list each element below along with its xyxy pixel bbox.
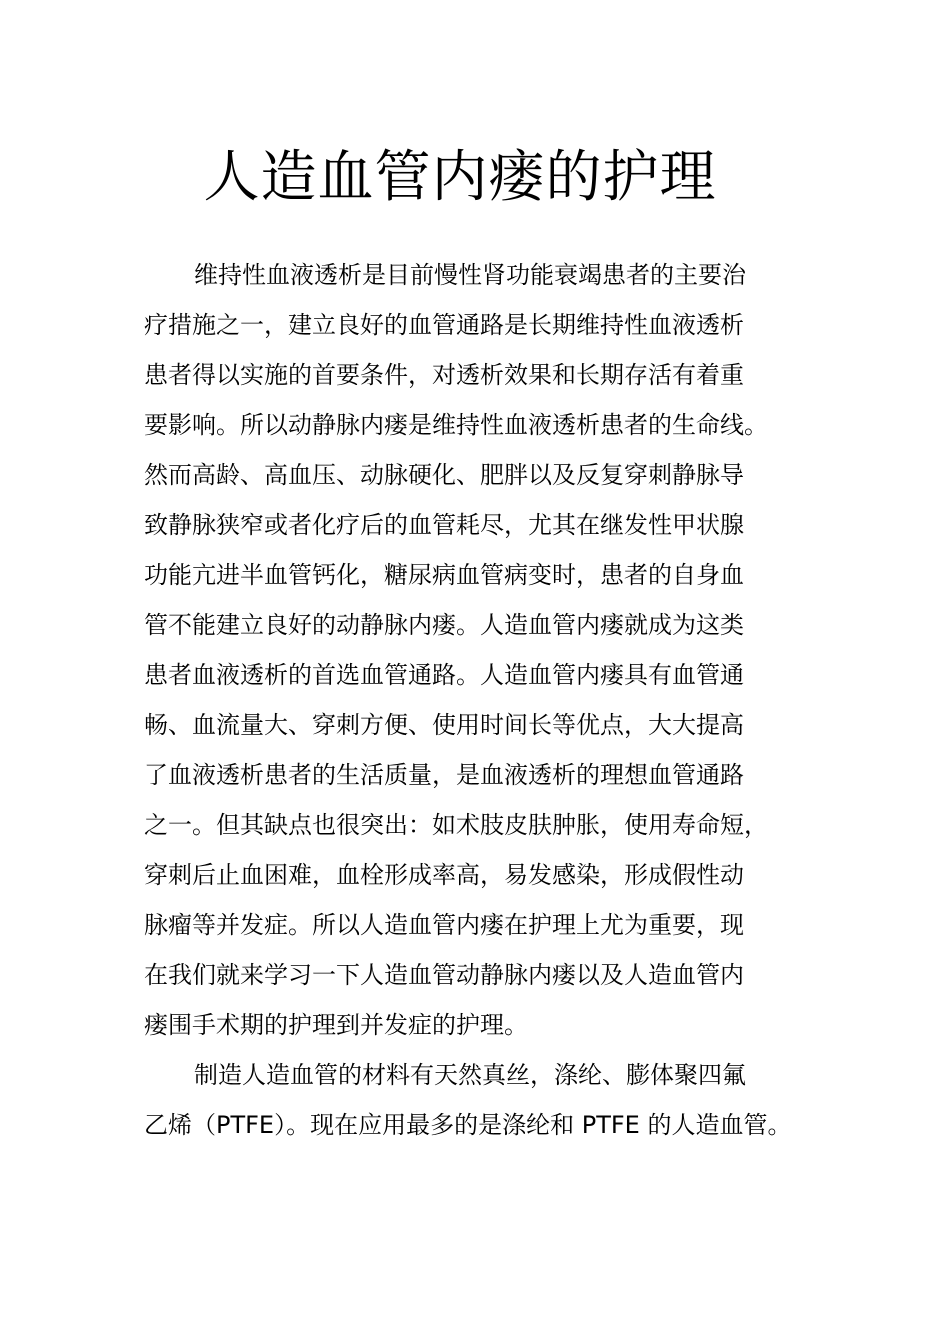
paragraph-line: 疗措施之一，建立良好的血管通路是长期维持性血液透析 xyxy=(144,311,744,339)
paragraph-line: 患者血液透析的首选血管通路。人造血管内瘘具有血管通 xyxy=(144,661,744,689)
paragraph-line: 穿刺后止血困难，血栓形成率高，易发感染，形成假性动 xyxy=(144,861,744,889)
paragraph-line: 在我们就来学习一下人造血管动静脉内瘘以及人造血管内 xyxy=(144,961,744,989)
paragraph-line: 患者得以实施的首要条件，对透析效果和长期存活有着重 xyxy=(144,361,744,389)
paragraph-line: 畅、血流量大、穿刺方便、使用时间长等优点，大大提高 xyxy=(144,711,744,739)
paragraph-line: 功能亢进半血管钙化，糖尿病血管病变时，患者的自身血 xyxy=(144,561,744,589)
paragraph-line: 维持性血液透析是目前慢性肾功能衰竭患者的主要治 xyxy=(194,261,746,289)
paragraph-line: 然而高龄、高血压、动脉硬化、肥胖以及反复穿刺静脉导 xyxy=(144,461,744,489)
paragraph-line: 瘘围手术期的护理到并发症的护理。 xyxy=(144,1011,528,1039)
paragraph-line: 管不能建立良好的动静脉内瘘。人造血管内瘘就成为这类 xyxy=(144,611,744,639)
paragraph-line: 了血液透析患者的生活质量，是血液透析的理想血管通路 xyxy=(144,761,744,789)
document-title: 人造血管内瘘的护理 xyxy=(203,145,717,210)
paragraph-line: 致静脉狭窄或者化疗后的血管耗尽，尤其在继发性甲状腺 xyxy=(144,511,744,539)
paragraph-line: 制造人造血管的材料有天然真丝，涤纶、膨体聚四氟 xyxy=(194,1061,746,1089)
paragraph-line: 要影响。所以动静脉内瘘是维持性血液透析患者的生命线。 xyxy=(144,411,768,439)
paragraph-line: 之一。但其缺点也很突出：如术肢皮肤肿胀，使用寿命短， xyxy=(144,811,768,839)
paragraph-line: 脉瘤等并发症。所以人造血管内瘘在护理上尤为重要，现 xyxy=(144,911,744,939)
paragraph-line: 乙烯（PTFE）。现在应用最多的是涤纶和 PTFE 的人造血管。 xyxy=(144,1111,792,1139)
